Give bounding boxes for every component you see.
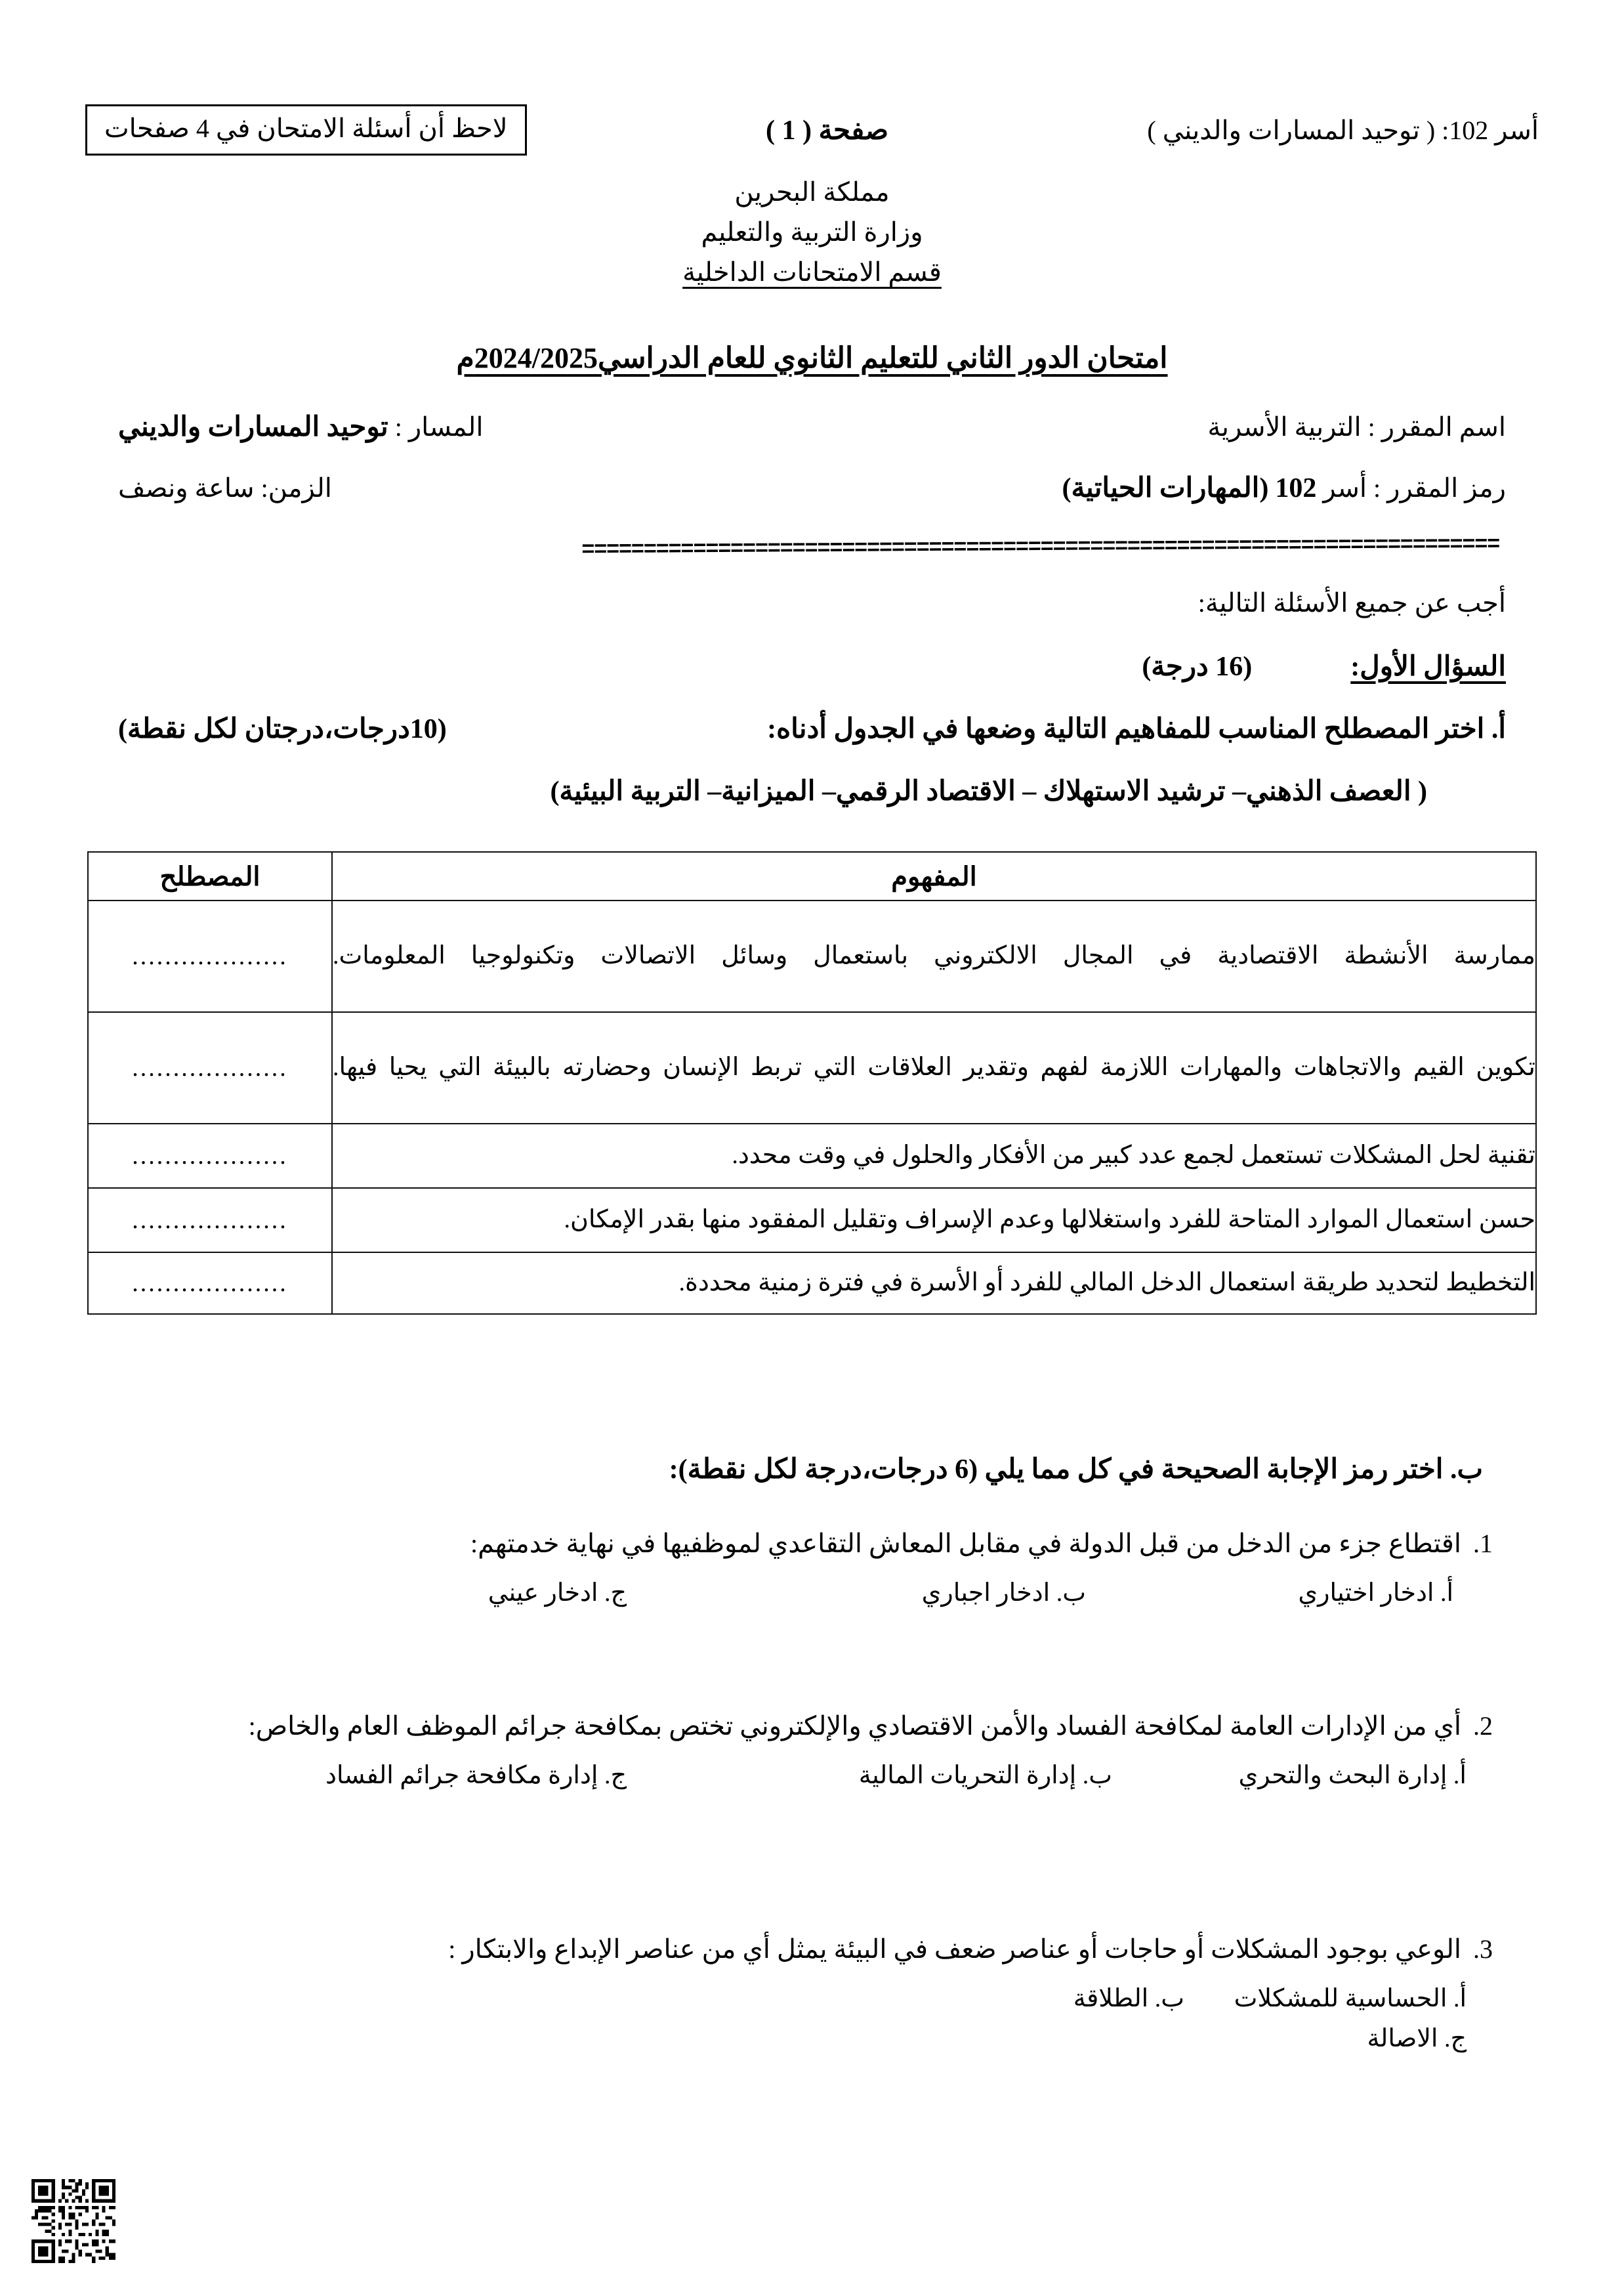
concept-text: تكوين القيم والاتجاهات والمهارات اللازمة لفهم وتقدير العلاقات التي تربط الإنسان وحضارته بالبيئة التي يحيا فيها. — [332, 1012, 1536, 1124]
meta-row-course-name — [118, 410, 1506, 443]
track-value: توحيد المسارات والديني — [118, 412, 388, 442]
table-row — [88, 1252, 1536, 1314]
track-label: المسار : — [394, 412, 484, 442]
page-number-label: صفحة ( 1 ) — [765, 116, 888, 146]
mcq-3-option-c[interactable]: ج. الاصالة — [1367, 2025, 1467, 2052]
exam-pages-notice: لاحظ أن أسئلة الامتحان في 4 صفحات — [85, 104, 527, 156]
part-a-text: أ. اختر المصطلح المناسب للمفاهيم التالية وضعها في الجدول أدناه: — [767, 714, 1506, 744]
mcq-1-options — [118, 1578, 1493, 1607]
equals-separator: ========================================================================== — [581, 532, 1500, 564]
terms-pool: ( العصف الذهني– ترشيد الاستهلاك – الاقتصاد الرقمي– الميزانية– التربية البيئية) — [550, 776, 1427, 807]
concepts-table — [87, 851, 1537, 1315]
mcq-3-stem-row — [118, 1930, 1493, 1969]
concept-text: تقنية لحل المشكلات تستعمل لجمع عدد كبير من الأفكار والحلول في وقت محدد. — [332, 1124, 1536, 1188]
table-header-row — [88, 852, 1536, 901]
header-course-reference: أسر 102: ( توحيد المسارات والديني ) — [1147, 115, 1539, 145]
mcq-2-stem: أي من الإدارات العامة لمكافحة الفساد والأمن الاقتصادي والإلكتروني تختص بمكافحة جرائم الموظف العام والخاص: — [248, 1711, 1461, 1741]
course-name: اسم المقرر : التربية الأسرية — [1207, 412, 1506, 442]
term-answer-blank[interactable]: ................... — [88, 1124, 332, 1188]
mcq-2-options — [118, 1760, 1493, 1790]
course-code-label: رمز المقرر : أسر — [1323, 473, 1506, 503]
concept-text: ممارسة الأنشطة الاقتصادية في المجال الالكتروني باستعمال وسائل الاتصالات وتكنولوجيا المعلومات. — [332, 901, 1536, 1012]
time-value: ساعة ونصف — [118, 473, 255, 503]
meta-row-course-code — [118, 471, 1506, 504]
table-row — [88, 1188, 1536, 1252]
mcq-3-options-second-line — [118, 2024, 1493, 2053]
kingdom-line: مملكة البحرين — [734, 177, 890, 207]
column-header-concept: المفهوم — [332, 852, 1536, 901]
course-code-suffix: (المهارات الحياتية) — [1062, 473, 1269, 503]
mcq-1-number: 1. — [1473, 1529, 1493, 1558]
concept-text: التخطيط لتحديد طريقة استعمال الدخل المالي للفرد أو الأسرة في فترة زمنية محددة. — [332, 1252, 1536, 1314]
ministry-line: وزارة التربية والتعليم — [701, 217, 923, 247]
department-line: قسم الامتحانات الداخلية — [682, 257, 942, 287]
question-1-heading — [118, 650, 1506, 683]
qr-code-icon — [31, 2179, 115, 2263]
term-answer-blank[interactable]: ................... — [88, 1188, 332, 1252]
mcq-1-stem-row — [118, 1524, 1493, 1563]
mcq-3-options — [118, 1983, 1493, 2013]
mcq-3-option-b[interactable]: ب. الطلاقة — [1073, 1985, 1184, 2012]
term-answer-blank[interactable]: ................... — [88, 901, 332, 1012]
course-code-value: 102 — [1275, 473, 1317, 503]
track-field — [118, 410, 483, 443]
mcq-1-option-a[interactable]: أ. ادخار اختياري — [1298, 1579, 1453, 1607]
mcq-question-2 — [118, 1707, 1493, 1790]
answer-all-instruction: أجب عن جميع الأسئلة التالية: — [1197, 588, 1506, 618]
mcq-3-number: 3. — [1473, 1934, 1493, 1964]
mcq-2-option-c[interactable]: ج. إدارة مكافحة جرائم الفساد — [325, 1762, 627, 1789]
time-field — [118, 473, 332, 503]
mcq-question-3 — [118, 1930, 1493, 2053]
column-header-term: المصطلح — [88, 852, 332, 901]
mcq-2-number: 2. — [1473, 1711, 1493, 1741]
page-header-bar — [85, 98, 1539, 161]
table-row — [88, 1012, 1536, 1124]
ministry-heading — [0, 174, 1624, 295]
mcq-3-option-a[interactable]: أ. الحساسية للمشكلات — [1234, 1985, 1467, 2012]
exam-title: امتحان الدور الثاني للتعليم الثانوي للعام الدراسي2024/2025م — [456, 342, 1168, 374]
question-1-marks: (16 درجة) — [1142, 652, 1253, 682]
mcq-1-option-b[interactable]: ب. ادخار اجباري — [921, 1579, 1086, 1607]
time-label: الزمن: — [260, 473, 332, 503]
course-code-field — [1062, 471, 1506, 504]
concept-text: حسن استعمال الموارد المتاحة للفرد واستغلالها وعدم الإسراف وتقليل المفقود منها بقدر الإمكان. — [332, 1188, 1536, 1252]
mcq-2-option-b[interactable]: ب. إدارة التحريات المالية — [858, 1762, 1112, 1789]
mcq-1-stem: اقتطاع جزء من الدخل من قبل الدولة في مقابل المعاش التقاعدي لموظفيها في نهاية خدمتهم: — [470, 1529, 1461, 1558]
part-b-heading: ب. اختر رمز الإجابة الصحيحة في كل مما يلي (6 درجات،درجة لكل نقطة): — [669, 1454, 1483, 1485]
mcq-question-1 — [118, 1524, 1493, 1607]
part-a-heading — [118, 712, 1506, 745]
mcq-1-option-c[interactable]: ج. ادخار عيني — [488, 1579, 627, 1607]
mcq-2-stem-row — [118, 1707, 1493, 1746]
part-a-marks: (10درجات،درجتان لكل نقطة) — [118, 714, 447, 744]
table-row — [88, 901, 1536, 1012]
mcq-3-stem: الوعي بوجود المشكلات أو حاجات أو عناصر ضعف في البيئة يمثل أي من عناصر الإبداع والابتكار : — [448, 1934, 1461, 1964]
term-answer-blank[interactable]: ................... — [88, 1012, 332, 1124]
table-row — [88, 1124, 1536, 1188]
mcq-2-option-a[interactable]: أ. إدارة البحث والتحري — [1238, 1762, 1467, 1789]
term-answer-blank[interactable]: ................... — [88, 1252, 332, 1314]
question-1-title: السؤال الأول: — [1350, 652, 1506, 682]
